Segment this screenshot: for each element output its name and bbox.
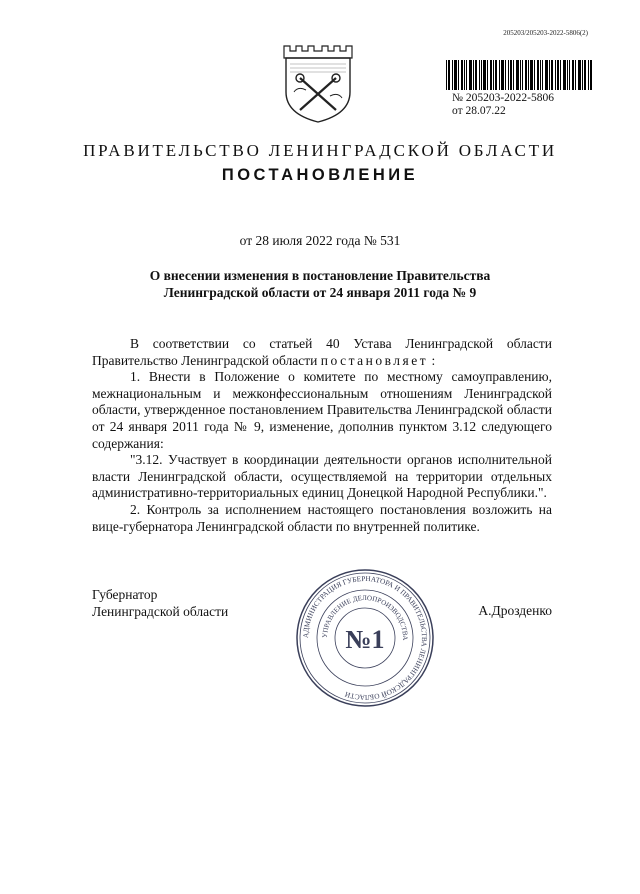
intro-text: В соответствии со статьей 40 Устава Ленинградской области Правительство Ленинградской области bbox=[92, 336, 552, 368]
signer-position-line: Губернатор bbox=[92, 587, 158, 602]
document-reference: 205203/205203-2022-5806(2) bbox=[503, 29, 588, 37]
item-1-quote-paragraph: "3.12. Участвует в координации деятельности органов исполнительной власти Ленинградской области, осуществляемой на территории отдельных административно-территориальных единиц Донецкой Народной Республики.". bbox=[92, 452, 552, 501]
document-title bbox=[120, 267, 520, 301]
item-2-paragraph: 2. Контроль за исполнением настоящего постановления возложить на вице-губернатора Ленинградской области по внутренней политике. bbox=[92, 501, 552, 534]
signer-name: А.Дрозденко bbox=[478, 603, 552, 618]
document-title-line: Ленинградской области от 24 января 2011 года № 9 bbox=[163, 285, 477, 300]
seal-ring-text: АДМИНИСТРАЦИЯ ГУБЕРНАТОРА И ПРАВИТЕЛЬСТВА ЛЕНИНГРАДСКОЙ ОБЛАСТИ bbox=[300, 573, 430, 703]
item-1-paragraph: 1. Внести в Положение о комитете по местному самоуправлению, межнациональным и межконфессиональным отношениям Ленинградской области, утвержденное постановлением Правительства Ленинградской области от 24 января 2011 года № 9, изменение, дополнив пунктом 3.12 следующего содержания: bbox=[92, 369, 552, 451]
seal-inner-text: УПРАВЛЕНИЕ ДЕЛОПРОИЗВОДСТВА bbox=[320, 593, 410, 641]
document-body bbox=[92, 336, 552, 535]
registration-number: № 205203-2022-5806 bbox=[452, 92, 555, 104]
organization-name: ПРАВИТЕЛЬСТВО ЛЕНИНГРАДСКОЙ ОБЛАСТИ bbox=[83, 141, 557, 160]
intro-colon: : bbox=[431, 352, 436, 368]
intro-paragraph bbox=[92, 336, 552, 369]
document-kind: ПОСТАНОВЛЕНИЕ bbox=[221, 166, 419, 184]
official-seal-icon bbox=[293, 566, 437, 710]
barcode-icon bbox=[445, 60, 593, 90]
seal-number: №1 bbox=[345, 625, 385, 654]
document-title-line: О внесении изменения в постановление Правительства bbox=[149, 268, 491, 283]
document-date-number: от 28 июля 2022 года № 531 bbox=[239, 233, 401, 248]
coat-of-arms-icon bbox=[282, 40, 354, 124]
signer-position bbox=[92, 586, 228, 620]
intro-decree-word: постановляет bbox=[320, 352, 429, 368]
registration-date: от 28.07.22 bbox=[452, 105, 506, 117]
signer-position-line: Ленинградской области bbox=[92, 604, 229, 619]
registration-block bbox=[452, 92, 554, 118]
